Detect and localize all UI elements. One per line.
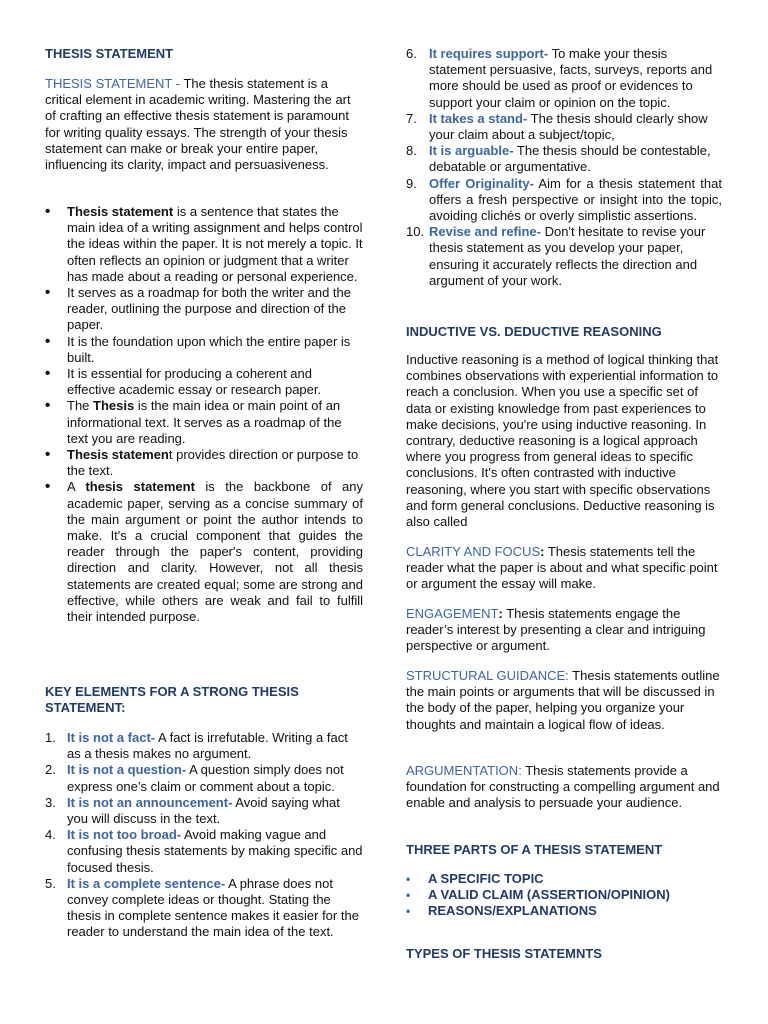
paragraph-label: STRUCTURAL GUIDANCE: [406, 668, 566, 683]
list-item: • Thesis statement is a sentence that states the main idea of a writing assignment and helps control the ideas within the paper. It is not merely a topic. It often reflects an opinion or judgment that a writer has made about a reading or personal experience.: [45, 203, 363, 284]
intro-text: The thesis statement is a critical element in academic writing. Mastering the art of crafting an effective thesis statement is paramount for writing quality essays. The strength of your thesis statement can make or break your entire paper, influencing its clarity, impact and persuasiveness.: [45, 76, 351, 173]
key-elements-list: [45, 730, 363, 941]
list-item: • A SPECIFIC TOPIC: [406, 871, 544, 886]
inductive-deductive-heading: INDUCTIVE VS. DEDUCTIVE REASONING: [406, 324, 662, 339]
list-item: • It is the foundation upon which the entire paper is built.: [45, 332, 351, 365]
list-item: 6. It requires support- To make your thesis statement persuasive, facts, surveys, reports and more should be used as proof or evidences to support your claim or opinion on the topic.: [406, 46, 713, 110]
list-item: 7. It takes a stand- The thesis should clearly show your claim about a subject/topic,: [406, 110, 708, 143]
engagement-paragraph: ENGAGEMENT: Thesis statements engage the reader’s interest by presenting a clear and intriguing perspective or argument.: [406, 606, 706, 654]
list-item: • REASONS/EXPLANATIONS: [406, 903, 597, 919]
page-title: THESIS STATEMENT: [45, 46, 174, 61]
three-parts-heading: THREE PARTS OF A THESIS STATEMENT: [406, 842, 663, 857]
paragraph-label: ENGAGEMENT: [406, 606, 499, 621]
list-item: 5. It is a complete sentence- A phrase does not convey complete ideas or thought. Stating the thesis in complete sentence makes it easier for the reader to understand the main idea of the text.: [45, 875, 359, 940]
intro-separator: -: [172, 76, 184, 91]
structural-guidance-paragraph: STRUCTURAL GUIDANCE: Thesis statements outline the main points or arguments that will be discussed in the body of the paper, helping you organize your thoughts and maintain a logical flow of ideas.: [406, 668, 720, 732]
list-item: • Thesis statement provides direction or purpose to the text.: [45, 446, 359, 479]
bullet-icon: •: [45, 203, 51, 220]
list-item: 2. It is not a question- A question simply does not express one’s claim or comment about a topic.: [45, 762, 344, 794]
bullet-icon: •: [45, 397, 51, 415]
inductive-deductive-paragraph: Inductive reasoning is a method of logical thinking that combines observations with experiential information to reach a conclusion. When you use a specific set of data or existing knowledge from past experiences to make decisions, you're using inductive reasoning. In contrary, deductive reasoning is a logical approach where you progress from general ideas to specific conclusions. It's often contrasted with inductive reasoning, where you start with specific observations and form general conclusions. Deductive reasoning is also called: [406, 352, 719, 530]
bullet-icon: •: [45, 365, 51, 383]
list-item: • It serves as a roadmap for both the writer and the reader, outlining the purpose and direction of the paper.: [45, 284, 351, 333]
list-item: • It is essential for producing a coherent and effective academic essay or research paper.: [45, 365, 322, 398]
bullet-icon: •: [406, 904, 411, 919]
list-item: 4. It is not too broad- Avoid making vague and confusing thesis statements by making specific and focused thesis.: [45, 827, 363, 875]
bullet-icon: •: [406, 888, 411, 903]
intro-paragraph: [45, 76, 363, 173]
list-item: 10. Revise and refine- Don't hesitate to revise your thesis statement as you develop your paper, ensuring it accurately reflects the direction and argument of your work.: [406, 224, 706, 288]
types-heading: TYPES OF THESIS STATEMNTS: [406, 946, 602, 961]
list-item: 3. It is not an announcement- Avoid saying what you will discuss in the text.: [45, 794, 340, 827]
intro-label: THESIS STATEMENT: [45, 76, 173, 91]
bullet-icon: •: [45, 478, 51, 496]
argumentation-paragraph: ARGUMENTATION: Thesis statements provide a foundation for constructing a compelling argument and enable and analysis to persuade your audience.: [406, 763, 720, 811]
paragraph-label: ARGUMENTATION: [406, 763, 519, 778]
paragraph-label: CLARITY AND FOCUS: [406, 544, 541, 559]
clarity-focus-paragraph: CLARITY AND FOCUS: Thesis statements tell the reader what the paper is about and what specific point or argument the essay will make.: [406, 544, 718, 592]
key-elements-list-continued: [406, 46, 722, 289]
bullet-icon: •: [45, 332, 51, 350]
key-elements-heading: KEY ELEMENTS FOR A STRONG THESIS STATEMENT:: [45, 684, 299, 716]
list-item: • A thesis statement is the backbone of any academic paper, serving as a concise summary of the main argument or point the author intends to make. It's a crucial component that guides the reader through the paper's content, providing direction and clarity. However, not all thesis statements are created equal; some are strong and effective, while others are weak and fail to fulfill their intended purpose.: [45, 478, 363, 625]
thesis-bullet-list: [45, 204, 363, 625]
list-item: • The Thesis is the main idea or main point of an informational text. It serves as a roadmap of the text you are reading.: [45, 397, 342, 446]
bullet-icon: •: [45, 446, 51, 464]
three-parts-list: [406, 871, 722, 920]
list-item: • A VALID CLAIM (ASSERTION/OPINION): [406, 887, 670, 903]
list-item: 1. It is not a fact- A fact is irrefutable. Writing a fact as a thesis makes no argument.: [45, 730, 348, 762]
list-item: 8. It is arguable- The thesis should be contestable, debatable or argumentative.: [406, 143, 711, 175]
bullet-icon: •: [45, 284, 51, 302]
list-item: 9. Offer Originality- Aim for a thesis statement that offers a fresh perspective or insight into the topic, avoiding clichés or overly simplistic assertions.: [406, 175, 722, 224]
bullet-icon: •: [406, 872, 411, 886]
